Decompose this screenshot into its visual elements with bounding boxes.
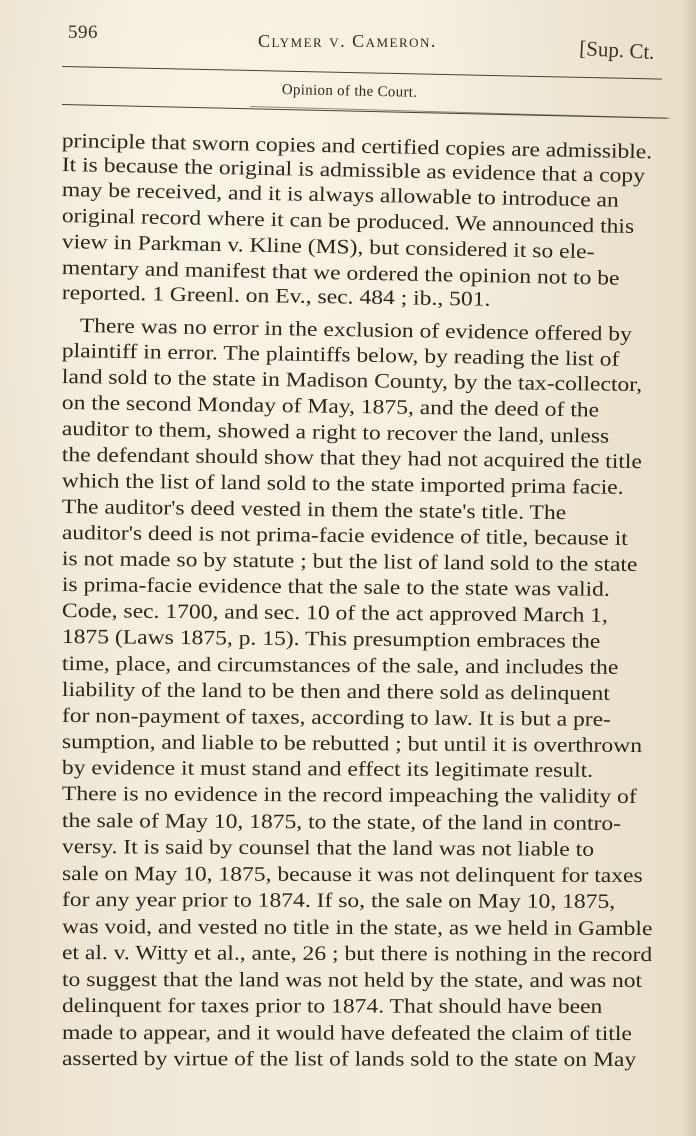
page-edge-shadow: [682, 0, 696, 1136]
text-line: auditor's deed is not prima-facie evidence of title, because it: [61, 522, 628, 550]
text-line: mentary and manifest that we ordered the opinion not to be: [61, 257, 620, 290]
text-line: et al. v. Witty et al., ante, 26 ; but there is nothing in the record: [61, 942, 653, 967]
text-line: land sold to the state in Madison County, by the tax-collector,: [61, 366, 643, 397]
text-line: is prima-facie evidence that the sale to the state was valid.: [61, 574, 610, 601]
section-label: Opinion of the Court.: [281, 82, 418, 101]
text-line: may be received, and it is always allowable to introduce an: [61, 179, 620, 212]
text-line: was void, and vested no title in the state, as we held in Gamble: [61, 916, 653, 941]
text-line: the defendant should show that they had not acquired the title: [61, 444, 643, 474]
text-line: auditor to them, showed a right to recover the land, unless: [61, 418, 610, 448]
text-line: liability of the land to be then and there sold as delinquent: [61, 679, 610, 705]
text-line: asserted by virtue of the list of lands sold to the state on May: [61, 1048, 637, 1072]
text-line: which the list of land sold to the state imported prima facie.: [61, 470, 624, 499]
text-line: original record where it can be produced. We announced this: [61, 205, 635, 238]
text-line: for any year prior to 1874. If so, the sale on May 10, 1875,: [61, 889, 616, 913]
text-line: versy. It is said by counsel that the land was not liable to: [61, 836, 595, 861]
text-line: 1875 (Laws 1875, p. 15). This presumption embraces the: [61, 626, 601, 653]
text-line: is not made so by statute ; but the list of land sold to the state: [61, 548, 638, 577]
text-line: There is no evidence in the record impeaching the validity of: [61, 783, 637, 809]
text-line: It is because the original is admissible as evidence that a copy: [61, 154, 646, 188]
text-line: The auditor's deed vested in them the state's title. The: [61, 496, 567, 525]
court-tag: [Sup. Ct.: [578, 36, 656, 64]
text-line: the sale of May 10, 1875, to the state, of the land in contro-: [61, 810, 622, 835]
text-line: Code, sec. 1700, and sec. 10 of the act approved March 1,: [61, 600, 608, 627]
text-line: delinquent for taxes prior to 1874. That should have been: [61, 995, 603, 1018]
text-line: time, place, and circumstances of the sale, and includes the: [61, 653, 619, 679]
text-line: for non-payment of taxes, according to law. It is but a pre-: [61, 705, 612, 731]
text-line: sumption, and liable to be rebutted ; but until it is overthrown: [61, 731, 643, 758]
text-line: plaintiff in error. The plaintiffs below, by reading the list of: [61, 340, 620, 371]
text-line: view in Parkman v. Kline (MS), but considered it so ele-: [61, 231, 595, 264]
text-line: made to appear, and it would have defeated the claim of title: [61, 1022, 632, 1045]
running-title: Clymer v. Cameron.: [258, 31, 437, 51]
text-line: There was no error in the exclusion of evidence offered by: [79, 315, 633, 346]
page-number: 596: [68, 22, 98, 43]
text-line: sale on May 10, 1875, because it was not delinquent for taxes: [61, 863, 643, 888]
text-line: on the second Monday of May, 1875, and the deed of the: [61, 392, 600, 422]
text-line: principle that sworn copies and certified copies are admissible.: [61, 130, 653, 164]
text-line: reported. 1 Greenl. on Ev., sec. 484 ; ib., 501.: [61, 282, 491, 311]
text-line: by evidence it must stand and effect its legitimate result.: [61, 757, 594, 782]
text-line: to suggest that the land was not held by the state, and was not: [61, 969, 643, 993]
